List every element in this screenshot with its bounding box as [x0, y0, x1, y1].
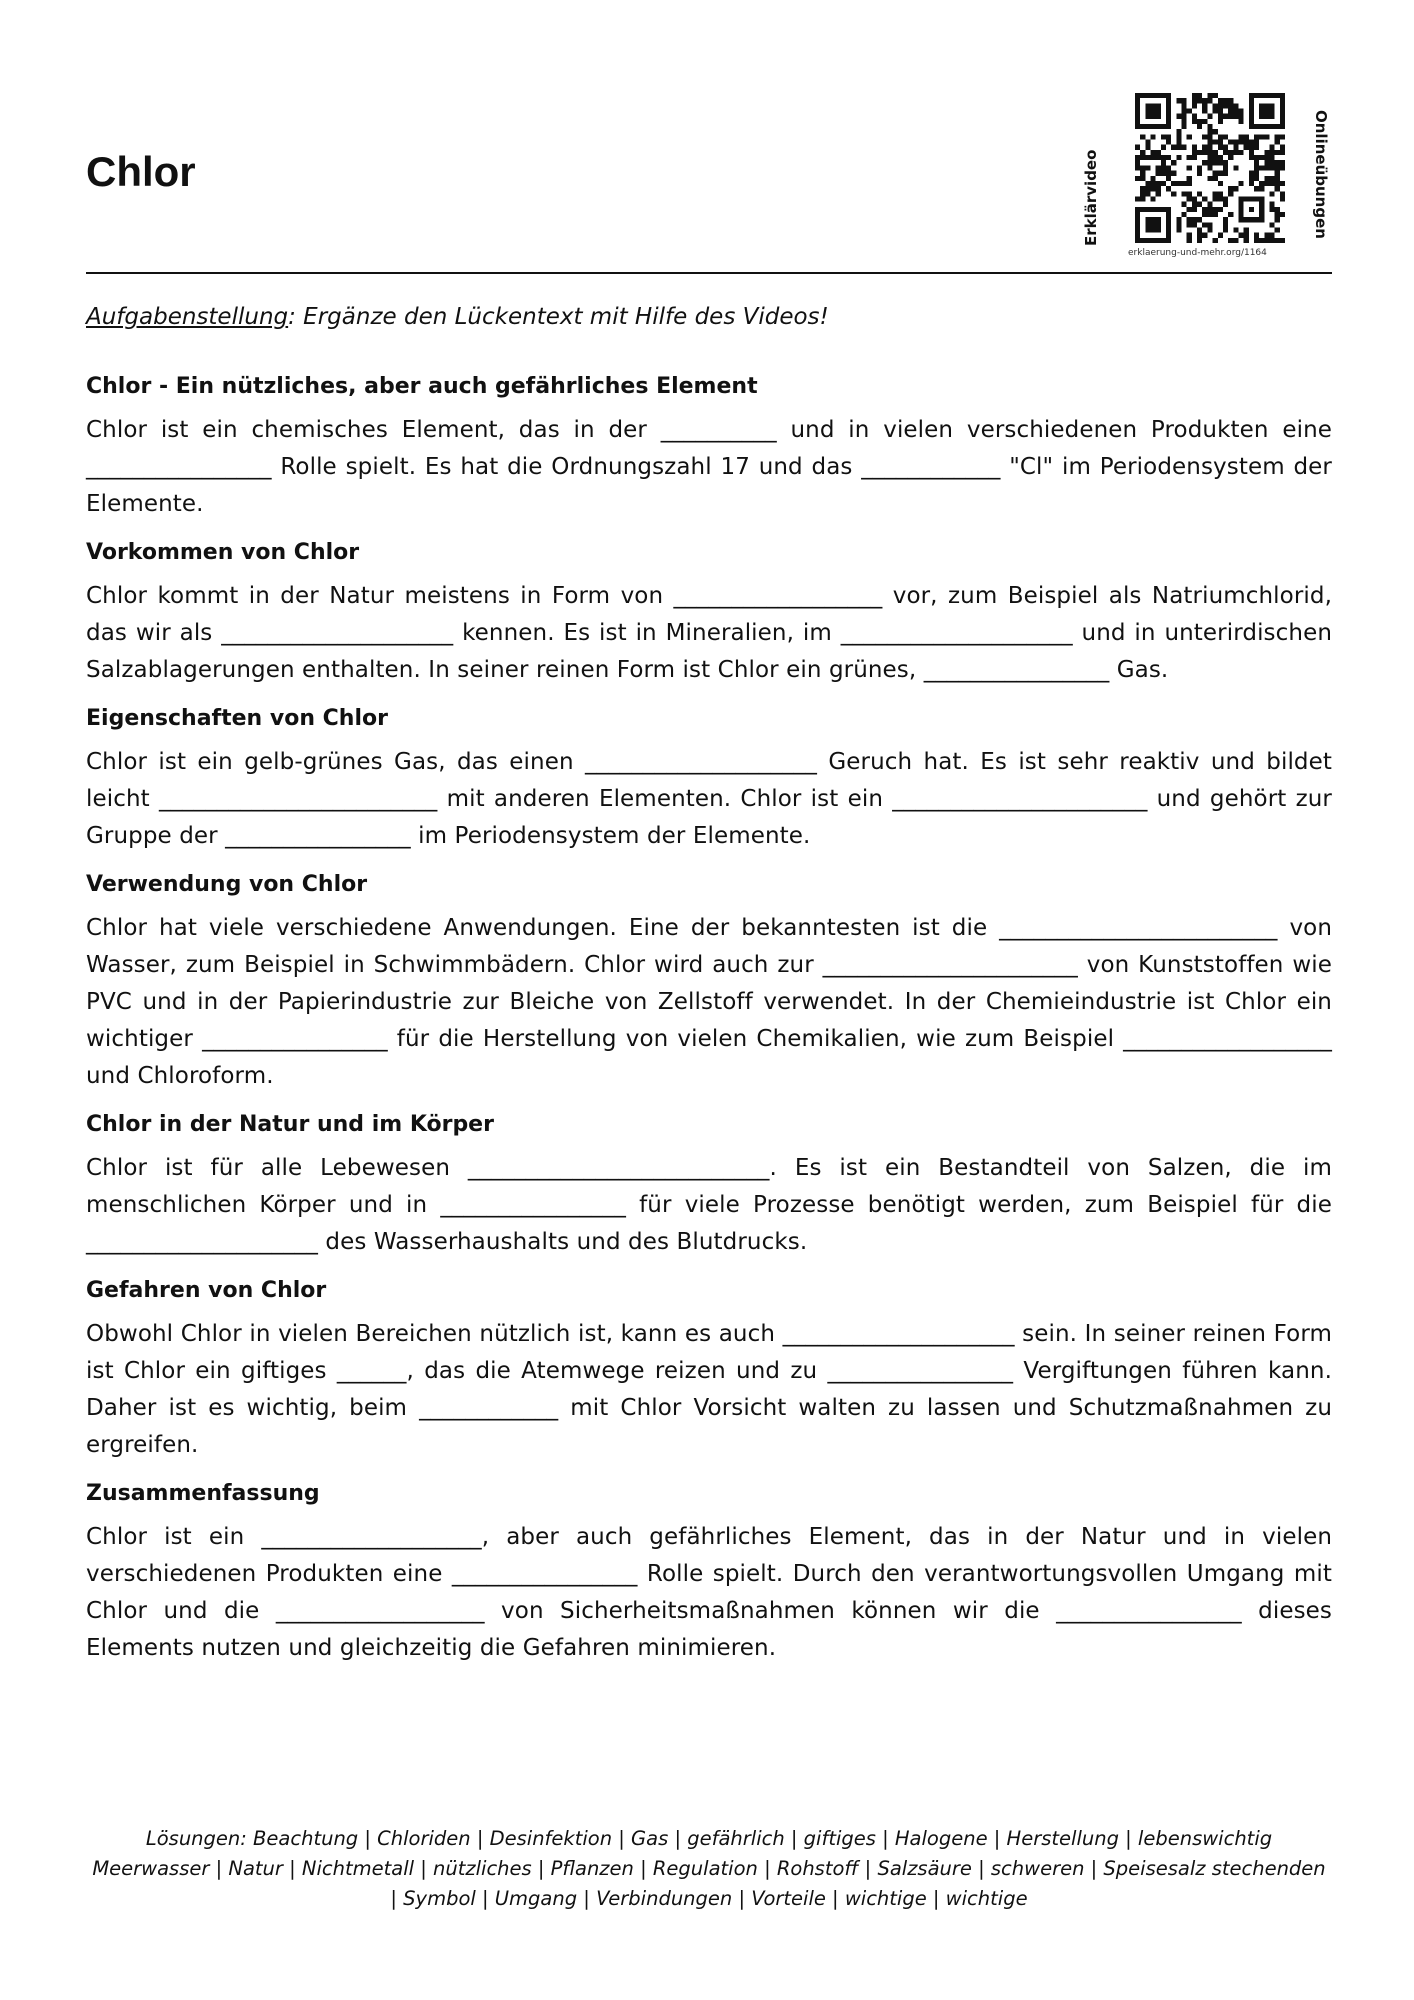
qr-code-icon[interactable] — [1135, 93, 1285, 243]
section-paragraph: Chlor ist für alle Lebewesen __________________________. Es ist ein Bestandteil von Salzen, die im menschlichen Körper und in ________________ für viele Prozesse benötigt werden, zum Beispiel für die ____________________ des Wasserhaushalts und des Blutdrucks. — [86, 1155, 1332, 1255]
section-heading: Chlor - Ein nützliches, aber auch gefährliches Element — [86, 374, 758, 399]
section — [86, 1110, 1332, 1261]
qr-url: erklaerung-und-mehr.org/1164 — [1128, 248, 1267, 258]
section — [86, 870, 1332, 1095]
section-paragraph: Chlor kommt in der Natur meistens in Form von __________________ vor, zum Beispiel als Natriumchlorid, das wir als ____________________ kennen. Es ist in Mineralien, im ____________________ und in unterirdischen Salzablagerungen enthalten. In seiner reinen Form ist Chlor ein grünes, ________________ Gas. — [86, 583, 1332, 683]
section — [86, 538, 1332, 689]
section-paragraph: Obwohl Chlor in vielen Bereichen nützlich ist, kann es auch ____________________ sein. In seiner reinen Form ist Chlor ein giftiges ______, das die Atemwege reizen und zu ________________ Vergiftungen führen kann. Daher ist es wichtig, beim ____________ mit Chlor Vorsicht walten zu lassen und Schutzmaßnahmen zu ergreifen. — [86, 1321, 1332, 1458]
section-paragraph: Chlor ist ein ___________________, aber auch gefährliches Element, das in der Natur und in vielen verschiedenen Produkten eine ________________ Rolle spielt. Durch den verantwortungsvollen Umgang mit Chlor und die __________________ von Sicherheitsmaßnahmen können wir die ________________ dieses Elements nutzen und gleichzeitig die Gefahren minimieren. — [86, 1524, 1332, 1661]
section — [86, 1479, 1332, 1667]
header-divider — [86, 272, 1332, 274]
qr-label-video: Erklärvideo — [1082, 149, 1100, 246]
page-title: Chlor — [86, 148, 196, 195]
task-label: Aufgabenstellung — [86, 304, 289, 330]
section — [86, 704, 1332, 855]
cloze-text — [86, 372, 1332, 1682]
section-heading: Eigenschaften von Chlor — [86, 706, 388, 731]
task-text: : Ergänze den Lückentext mit Hilfe des Videos! — [288, 304, 829, 330]
section-heading: Zusammenfassung — [86, 1481, 320, 1506]
section-heading: Gefahren von Chlor — [86, 1278, 327, 1303]
section-heading: Vorkommen von Chlor — [86, 540, 360, 565]
section-paragraph: Chlor hat viele verschiedene Anwendungen. Eine der bekanntesten ist die ________________________ von Wasser, zum Beispiel in Schwimmbädern. Chlor wird auch zur ______________________ von Kunststoffen wie PVC und in der Papierindustrie zur Bleiche von Zellstoff verwendet. In der Chemieindustrie ist Chlor ein wichtiger ________________ für die Herstellung von vielen Chemikalien, wie zum Beispiel __________________ und Chloroform. — [86, 915, 1332, 1089]
section-heading: Verwendung von Chlor — [86, 872, 368, 897]
section — [86, 1276, 1332, 1464]
qr-label-exercises: Onlineübungen — [1312, 110, 1330, 239]
section-paragraph: Chlor ist ein chemisches Element, das in der __________ und in vielen verschiedenen Produkten eine ________________ Rolle spielt. Es hat die Ordnungszahl 17 und das ____________ "Cl" im Periodensystem der Elemente. — [86, 417, 1332, 517]
section — [86, 372, 1332, 523]
qr-block — [1082, 88, 1335, 278]
section-heading: Chlor in der Natur und im Körper — [86, 1112, 494, 1137]
solutions-list: Lösungen: Beachtung | Chloriden | Desinfektion | Gas | gefährlich | giftiges | Halogene | Herstellung | lebenswichtig Meerwasser | Natur | Nichtmetall | nützliches | Pflanzen | Regulation | Rohstoff | Salzsäure | schweren | Speisesalz stechenden | Symbol | Umgang | Verbindungen | Vorteile | wichtige | wichtige — [92, 1827, 1326, 1910]
section-paragraph: Chlor ist ein gelb-grünes Gas, das einen ____________________ Geruch hat. Es ist sehr reaktiv und bildet leicht ________________________ mit anderen Elementen. Chlor ist ein ______________________ und gehört zur Gruppe der ________________ im Periodensystem der Elemente. — [86, 749, 1332, 849]
task-instruction — [86, 304, 829, 330]
